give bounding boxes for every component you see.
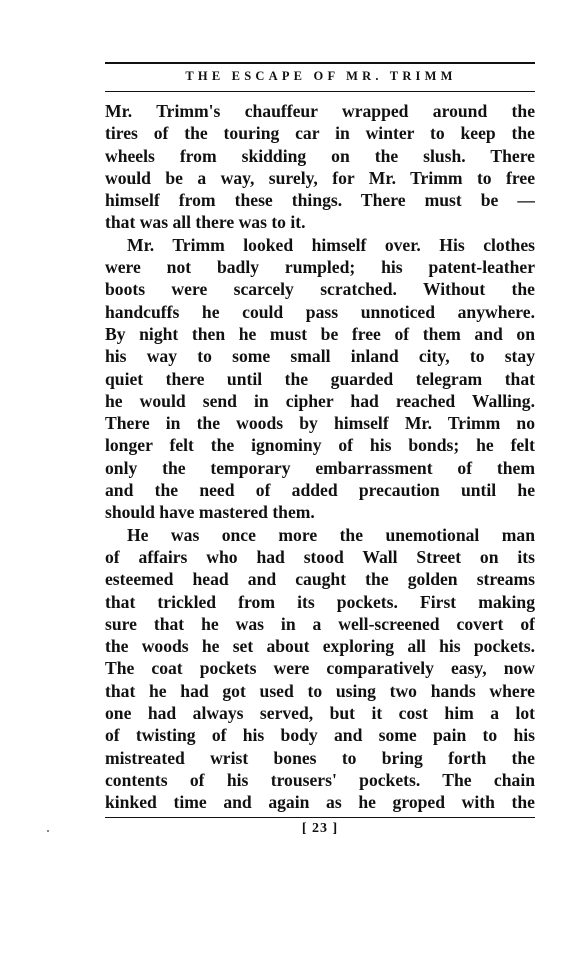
text-line: esteemed head and caught the golden streams xyxy=(105,569,535,590)
text-line: himself from these things. There must be — xyxy=(105,190,535,211)
text-line: By night then he must be free of them and on xyxy=(105,323,535,344)
header-rule xyxy=(105,91,535,92)
paragraph xyxy=(105,100,535,234)
running-head: THE ESCAPE OF MR. TRIMM xyxy=(185,69,457,83)
margin-speck xyxy=(47,830,49,832)
text-line: one had always served, but it cost him a lot xyxy=(105,703,535,724)
text-line: and the need of added precaution until he xyxy=(105,480,535,501)
text-line: he would send in cipher had reached Walling. xyxy=(105,390,535,411)
text-line: should have mastered them. xyxy=(105,502,315,523)
text-line: his way to some small inland city, to stay xyxy=(105,346,535,367)
text-line: that trickled from its pockets. First making xyxy=(105,591,535,612)
page-number: [ 23 ] xyxy=(301,820,339,836)
text-line: The coat pockets were comparatively easy, now xyxy=(105,658,535,679)
text-line: He was once more the unemotional man xyxy=(127,524,535,545)
text-line: Mr. Trimm's chauffeur wrapped around the xyxy=(105,101,535,121)
bottom-rule xyxy=(105,817,535,818)
text-line: that was all there was to it. xyxy=(105,212,306,233)
text-line: of twisting of his body and some pain to his xyxy=(105,725,535,746)
text-line: quiet there until the guarded telegram that xyxy=(105,368,535,389)
text-line: Mr. Trimm looked himself over. His clothes xyxy=(127,234,535,255)
paragraph xyxy=(105,524,535,814)
text-line: tires of the touring car in winter to keep the xyxy=(105,123,535,144)
text-line: contents of his trousers' pockets. The chain xyxy=(105,769,535,790)
text-line: of affairs who had stood Wall Street on its xyxy=(105,546,535,567)
text-line: the woods he set about exploring all his pockets. xyxy=(105,636,535,657)
text-line: kinked time and again as he groped with the xyxy=(105,792,535,813)
text-line: that he had got used to using two hands where xyxy=(105,680,535,701)
text-line: sure that he was in a well-screened covert of xyxy=(105,613,535,634)
body-text xyxy=(105,100,535,814)
text-line: mistreated wrist bones to bring forth the xyxy=(105,747,535,768)
text-line: were not badly rumpled; his patent-leather xyxy=(105,257,535,278)
text-line: boots were scarcely scratched. Without the xyxy=(105,279,535,300)
paragraph xyxy=(105,234,535,524)
text-line: wheels from skidding on the slush. There xyxy=(105,145,535,166)
text-line: only the temporary embarrassment of them xyxy=(105,457,535,478)
text-line: longer felt the ignominy of his bonds; he felt xyxy=(105,435,535,456)
text-line: handcuffs he could pass unnoticed anywhere. xyxy=(105,301,535,322)
text-line: There in the woods by himself Mr. Trimm no xyxy=(105,413,535,434)
book-page xyxy=(105,62,535,837)
text-line: would be a way, surely, for Mr. Trimm to free xyxy=(105,167,535,188)
